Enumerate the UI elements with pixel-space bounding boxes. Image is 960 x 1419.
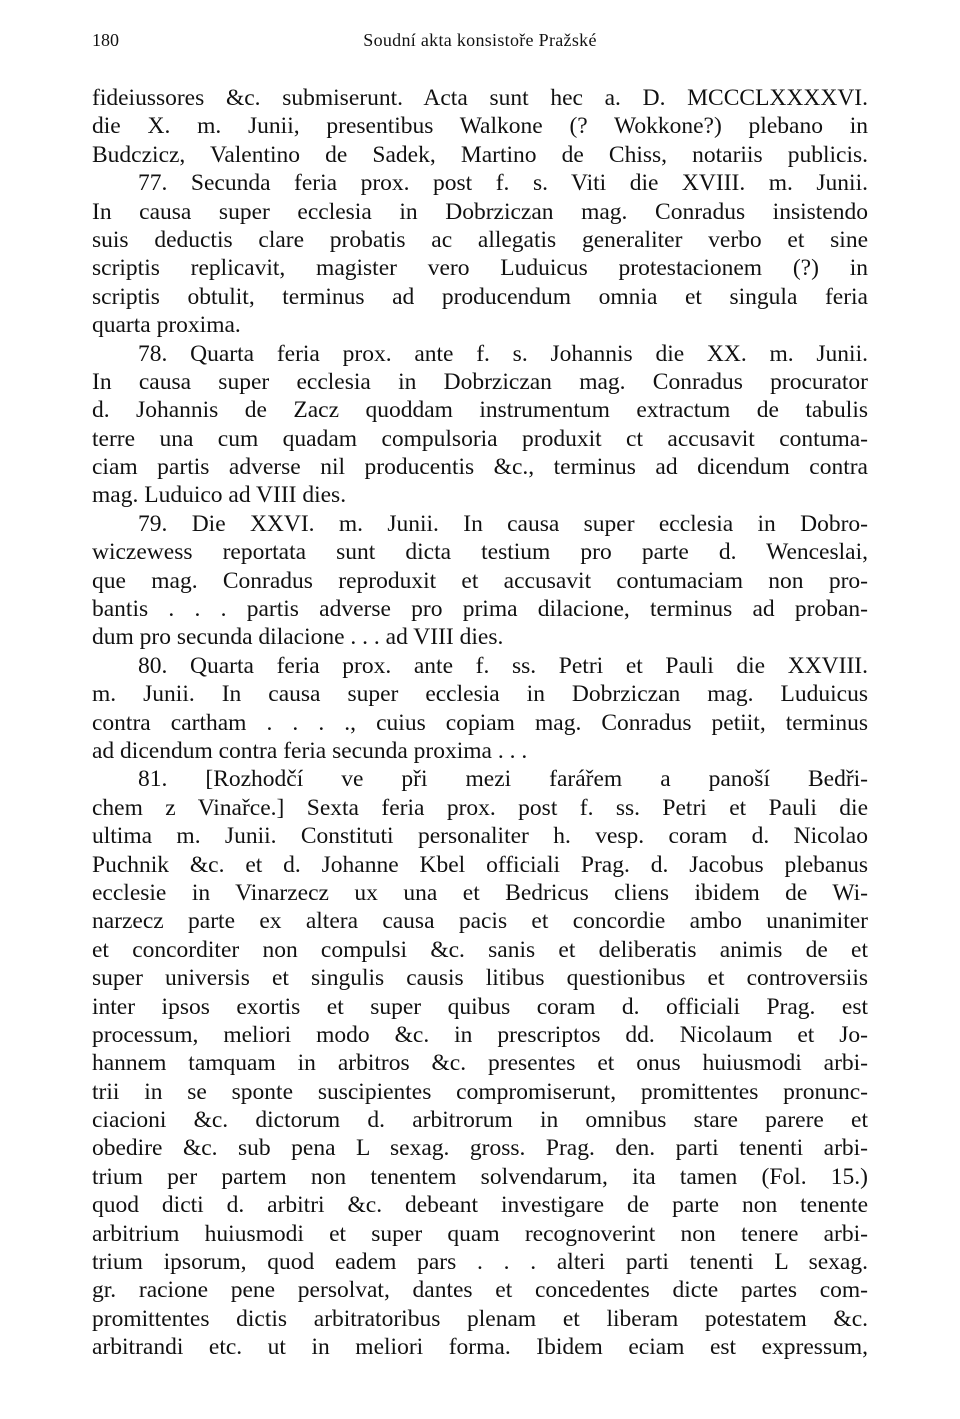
text-line: hannem tamquam in arbitros &c. presentes et onus huiusmodi arbi- xyxy=(92,1050,868,1077)
text-line: ciam partis adverse nil producentis &c., terminus ad dicendum contra xyxy=(92,454,868,481)
text-line: promittentes dictis arbitratoribus plenam et liberam potestatem &c. xyxy=(92,1305,868,1332)
text-line: In causa super ecclesia in Dobrziczan mag. Conradus procurator xyxy=(92,368,868,395)
text-line: que mag. Conradus reproduxit et accusavit contumaciam non pro- xyxy=(92,567,868,594)
text-line: arbitrandi etc. ut in meliori forma. Ibidem eciam est expressum, xyxy=(92,1334,868,1361)
text-line: mag. Luduico ad VIII dies. xyxy=(92,482,347,509)
text-line: arbitrium huiusmodi et super quam recognoverint non tenere arbi- xyxy=(92,1220,868,1247)
text-line: gr. racione pene persolvat, dantes et concedentes dicte partes com- xyxy=(92,1277,868,1304)
text-line: scriptis replicavit, magister vero Luduicus protestacionem (?) in xyxy=(92,255,868,282)
text-line: bantis . . . partis adverse pro prima dilacione, terminus ad proban- xyxy=(92,596,868,623)
running-header xyxy=(92,30,868,54)
text-line: 78. Quarta feria prox. ante f. s. Johannis die XX. m. Junii. xyxy=(138,340,868,367)
text-line: et concorditer non compulsi &c. sanis et deliberatis animis de et xyxy=(92,936,868,963)
text-line: narzecz parte ex altera causa pacis et concordie ambo unanimiter xyxy=(92,908,868,935)
text-line: d. Johannis de Zacz quoddam instrumentum extractum de tabulis xyxy=(92,397,868,424)
body-text xyxy=(92,84,868,1362)
text-line: ecclesie in Vinarzecz ux una et Bedricus cliens ibidem de Wi- xyxy=(92,879,868,906)
text-line: dum pro secunda dilacione . . . ad VIII dies. xyxy=(92,624,504,651)
text-line: inter ipsos exortis et super quibus coram d. officiali Prag. est xyxy=(92,993,868,1020)
text-line: super universis et singulis causis litibus questionibus et controversiis xyxy=(92,965,868,992)
text-line: Budczicz, Valentino de Sadek, Martino de Chiss, notariis publicis. xyxy=(92,141,868,168)
text-line: 81. [Rozhodčí ve při mezi farářem a panoší Bedři- xyxy=(138,766,868,793)
text-line: obedire &c. sub pena L sexag. gross. Prag. den. parti tenenti arbi- xyxy=(92,1135,868,1162)
text-line: m. Junii. In causa super ecclesia in Dobrziczan mag. Luduicus xyxy=(92,681,868,708)
text-line: 77. Secunda feria prox. post f. s. Viti die XVIII. m. Junii. xyxy=(138,170,868,197)
text-line: 80. Quarta feria prox. ante f. ss. Petri et Pauli die XXVIII. xyxy=(138,652,868,679)
text-line: scriptis obtulit, terminus ad producendum omnia et singula feria xyxy=(92,283,868,310)
text-line: terre una cum quadam compulsoria produxit ct accusavit contuma- xyxy=(92,425,868,452)
text-line: processum, meliori modo &c. in prescriptos dd. Nicolaum et Jo- xyxy=(92,1021,868,1048)
text-line: Puchnik &c. et d. Johanne Kbel officiali Prag. d. Jacobus plebanus xyxy=(92,851,868,878)
text-line: wiczewess reportata sunt dicta testium pro parte d. Wenceslai, xyxy=(92,539,868,566)
text-line: ciacioni &c. dictorum d. arbitrorum in omnibus stare parere et xyxy=(92,1107,868,1134)
text-line: 79. Die XXVI. m. Junii. In causa super ecclesia in Dobro- xyxy=(138,510,868,537)
text-line: fideiussores &c. submiserunt. Acta sunt hec a. D. MCCCLXXXXVI. xyxy=(92,85,868,111)
text-line: suis deductis clare probatis ac allegatis generaliter verbo et sine xyxy=(92,226,868,253)
running-title: Soudní akta konsistoře Pražské xyxy=(363,30,597,50)
text-line: die X. m. Junii, presentibus Walkone (? Wokkone?) plebano in xyxy=(92,113,868,140)
text-line: chem z Vinařce.] Sexta feria prox. post f. ss. Petri et Pauli die xyxy=(92,794,868,821)
page-number: 180 xyxy=(92,30,119,50)
text-line: trium ipsorum, quod eadem pars . . . alteri parti tenenti L sexag. xyxy=(92,1249,868,1276)
text-line: In causa super ecclesia in Dobrziczan mag. Conradus insistendo xyxy=(92,198,868,225)
text-line: quarta proxima. xyxy=(92,312,241,339)
text-line: quod dicti d. arbitri &c. debeant investigare de parte non tenente xyxy=(92,1192,868,1219)
text-line: trii in se sponte suscipientes compromiserunt, promittentes pronunc- xyxy=(92,1078,868,1105)
text-line: ultima m. Junii. Constituti personaliter h. vesp. coram d. Nicolao xyxy=(92,823,868,850)
text-line: ad dicendum contra feria secunda proxima . . . xyxy=(92,737,528,764)
text-line: trium per partem non tenentem solvendarum, ita tamen (Fol. 15.) xyxy=(92,1163,868,1190)
text-line: contra cartham . . . ., cuius copiam mag. Conradus petiit, terminus xyxy=(92,709,868,736)
